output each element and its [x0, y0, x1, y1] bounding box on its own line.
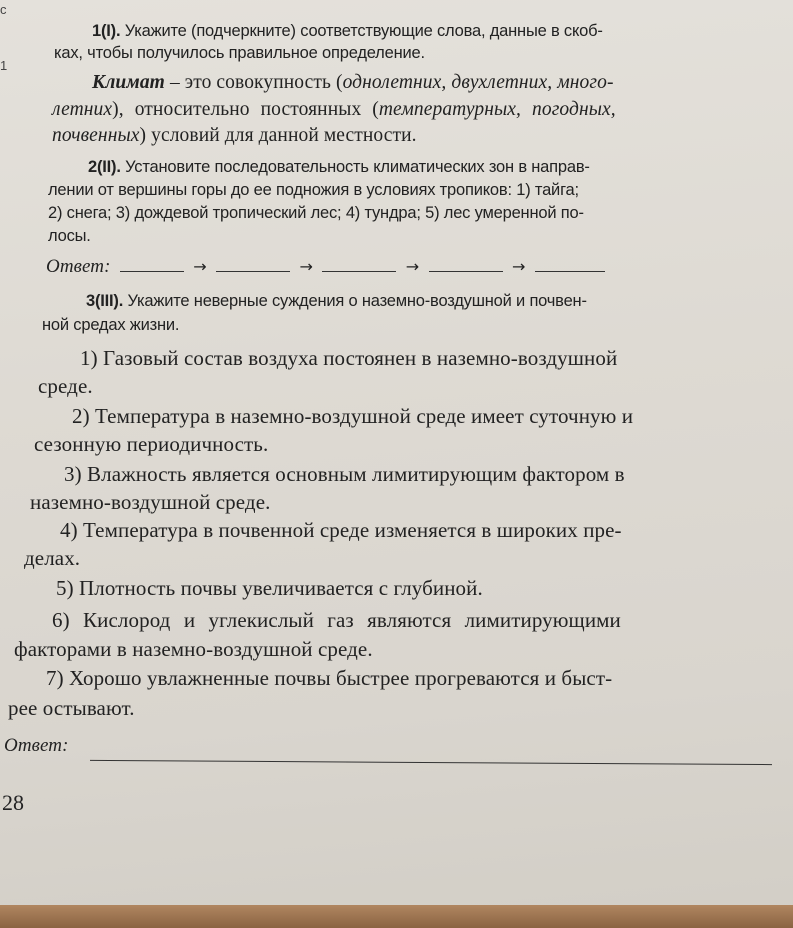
task3-answer-label-text: Ответ: — [4, 735, 69, 756]
task1-line1 — [92, 22, 603, 41]
definition-text-2: ), относительно постоянных ( — [112, 99, 379, 120]
task2-answer-row — [46, 253, 609, 278]
task2-line2: лении от вершины горы до ее подножия в условиях тропиков: 1) тайга; — [48, 181, 579, 199]
task2-line3: 2) снега; 3) дождевой тропический лес; 4) тундра; 5) лес умеренной по- — [48, 204, 584, 222]
definition-line3 — [52, 125, 417, 147]
task1-number: 1(I). — [92, 22, 121, 40]
statement-5-line1: 5) Плотность почвы увеличивается с глубиной. — [56, 576, 483, 600]
statement-1-line2: среде. — [38, 374, 93, 398]
definition-options-1: однолетних, двухлетних, много- — [342, 72, 614, 93]
statement-6-line2: факторами в наземно-воздушной среде. — [14, 637, 373, 661]
answer-blank-2[interactable] — [216, 257, 290, 272]
definition-text-1: – это совокупность ( — [164, 72, 343, 93]
statement-3-line2: наземно-воздушной среде. — [30, 490, 271, 514]
statement-6-line1: 6) Кислород и углекислый газ являются лимитирующими — [52, 608, 621, 632]
task2-line4: лосы. — [48, 227, 91, 245]
task1-line2: ках, чтобы получилось правильное определение. — [54, 44, 425, 62]
arrow-icon: → — [405, 257, 420, 276]
task2-answer-label: Ответ: — [46, 256, 111, 277]
arrow-icon: → — [511, 257, 526, 276]
task2-line1 — [88, 158, 590, 177]
task3-line1 — [86, 292, 587, 311]
definition-line1 — [92, 72, 614, 94]
statement-4-line2: делах. — [24, 546, 81, 570]
statement-7-line1: 7) Хорошо увлажненные почвы быстрее прогреваются и быст- — [46, 666, 613, 690]
definition-options-4: почвенных — [52, 125, 140, 146]
definition-text-3: ) условий для данной местности. — [139, 125, 417, 146]
definition-options-2: летних — [52, 99, 113, 120]
definition-term: Климат — [92, 72, 165, 93]
task1-text-1: Укажите (подчеркните) соответствующие слова, данные в скоб- — [124, 22, 603, 40]
answer-blank-1[interactable] — [120, 257, 184, 272]
arrow-icon: → — [299, 257, 313, 276]
margin-mark-top: с — [0, 2, 7, 17]
answer-blank-5[interactable] — [535, 257, 605, 272]
task3-answer-label — [4, 732, 69, 757]
margin-mark-second: 1 — [0, 58, 8, 73]
statement-1-line1: 1) Газовый состав воздуха постоянен в наземно-воздушной — [80, 346, 618, 370]
statement-7-line2: рее остывают. — [8, 696, 135, 720]
definition-line2 — [52, 99, 616, 121]
task2-number: 2(II). — [88, 158, 121, 176]
task2-text-1: Установите последовательность климатических зон в направ- — [125, 158, 590, 176]
statement-2-line2: сезонную периодичность. — [34, 432, 269, 456]
answer-blank-3[interactable] — [322, 257, 396, 272]
arrow-icon: → — [193, 257, 207, 276]
task3-text-1: Укажите неверные суждения о наземно-воздушной и почвен- — [127, 292, 587, 310]
page-number: 28 — [2, 790, 24, 815]
definition-options-3: температурных, погодных, — [378, 99, 616, 120]
answer-blank-4[interactable] — [429, 257, 503, 272]
statement-3-line1: 3) Влажность является основным лимитирующим фактором в — [64, 462, 625, 486]
statement-2-line1: 2) Температура в наземно-воздушной среде имеет суточную и — [72, 404, 634, 428]
table-surface — [0, 905, 793, 928]
statement-4-line1: 4) Температура в почвенной среде изменяется в широких пре- — [60, 518, 622, 542]
task3-number: 3(III). — [86, 292, 124, 310]
task3-answer-line[interactable] — [90, 760, 772, 765]
task3-line2: ной средах жизни. — [42, 316, 180, 334]
